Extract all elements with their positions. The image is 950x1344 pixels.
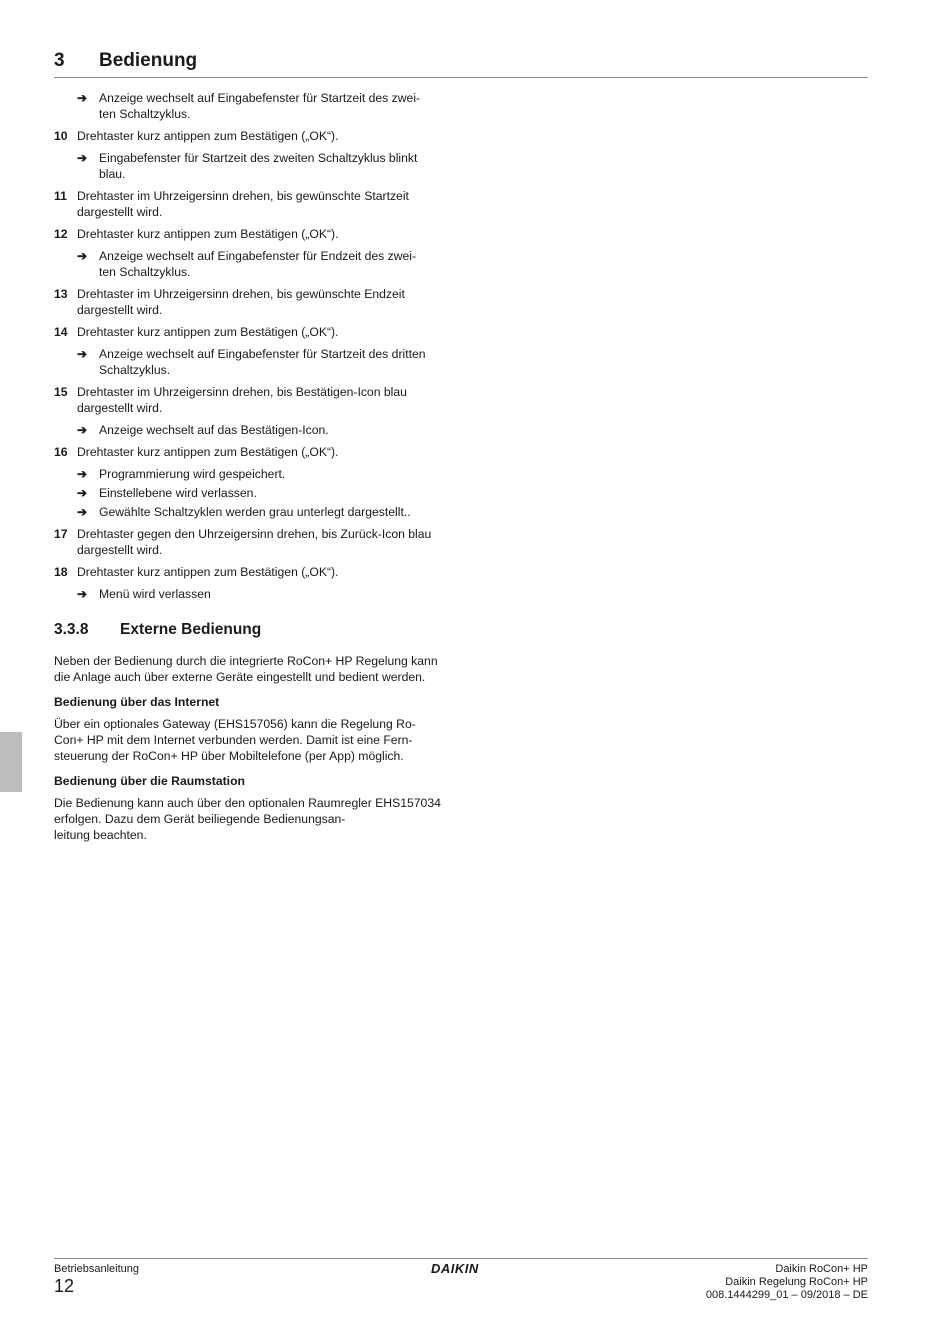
step-number: 16 — [54, 445, 68, 459]
arrow-right-icon: ➔ — [77, 423, 88, 437]
arrow-right-icon: ➔ — [77, 91, 88, 105]
arrow-right-icon: ➔ — [77, 505, 88, 519]
step-result — [54, 346, 444, 378]
step-result-text: Anzeige wechselt auf Eingabefenster für Endzeit des zwei- ten Schaltzyklus. — [99, 249, 417, 279]
step-number: 14 — [54, 325, 68, 339]
arrow-right-icon: ➔ — [77, 467, 88, 481]
subheading-internet: Bedienung über das Internet — [54, 695, 220, 709]
arrow-right-icon: ➔ — [77, 587, 88, 601]
step-result — [54, 422, 444, 438]
instruction-steps — [54, 90, 444, 602]
step-result — [54, 90, 444, 122]
instruction-step — [54, 384, 444, 416]
paragraph-internet: Über ein optionales Gateway (EHS157056) kann die Regelung Ro- Con+ HP mit dem Internet verbunden werden. Damit ist eine Fern- steuerung der RoCon+ HP über Mobiltelefone (per App) möglich. — [54, 717, 416, 763]
chapter-title: Bedienung — [99, 50, 198, 71]
arrow-right-icon: ➔ — [77, 249, 88, 263]
footer-doc-type: Betriebsanleitung — [54, 1263, 140, 1275]
step-number: 12 — [54, 227, 68, 241]
page-header — [54, 50, 868, 78]
instruction-step — [54, 444, 444, 460]
instruction-step — [54, 526, 444, 558]
step-text: Drehtaster im Uhrzeigersinn drehen, bis Bestätigen-Icon blau dargestellt wird. — [77, 385, 407, 415]
step-number: 10 — [54, 129, 68, 143]
instruction-step — [54, 324, 444, 340]
section-heading — [54, 622, 444, 642]
step-text: Drehtaster kurz antippen zum Bestätigen („OK“). — [77, 445, 339, 459]
step-text: Drehtaster kurz antippen zum Bestätigen („OK“). — [77, 227, 339, 241]
page-number: 12 — [54, 1276, 75, 1296]
step-result-text: Anzeige wechselt auf Eingabefenster für Startzeit des zwei- ten Schaltzyklus. — [99, 91, 421, 121]
step-text: Drehtaster im Uhrzeigersinn drehen, bis gewünschte Endzeit dargestellt wird. — [77, 287, 405, 317]
instruction-step — [54, 564, 444, 580]
step-result — [54, 485, 444, 501]
step-result — [54, 248, 444, 280]
step-result-text: Einstellebene wird verlassen. — [99, 486, 257, 500]
step-result-text: Eingabefenster für Startzeit des zweiten Schaltzyklus blinkt blau. — [99, 151, 418, 181]
arrow-right-icon: ➔ — [77, 486, 88, 500]
instruction-step — [54, 188, 444, 220]
arrow-right-icon: ➔ — [77, 151, 88, 165]
paragraph-raumstation: Die Bedienung kann auch über den optionalen Raumregler EHS157034 erfolgen. Dazu dem Gerät beiliegende Bedienungsan- leitung beachten. — [54, 796, 441, 842]
step-result — [54, 150, 444, 182]
step-number: 17 — [54, 527, 68, 541]
footer-product-info — [706, 1263, 868, 1302]
footer-divider — [54, 1258, 868, 1259]
step-result — [54, 466, 444, 482]
step-result-text: Anzeige wechselt auf Eingabefenster für Startzeit des dritten Schaltzyklus. — [99, 347, 426, 377]
footer-doc-number: 008.1444299_01 – 09/2018 – DE — [705, 1289, 868, 1301]
arrow-right-icon: ➔ — [77, 347, 88, 361]
section-title: Externe Bedienung — [120, 621, 262, 638]
instruction-step — [54, 286, 444, 318]
section-number: 3.3.8 — [54, 621, 89, 638]
footer-product-line2: Daikin Regelung RoCon+ HP — [725, 1276, 868, 1288]
step-result — [54, 504, 444, 520]
step-number: 18 — [54, 565, 68, 579]
step-result — [54, 586, 444, 602]
main-content — [54, 90, 444, 852]
step-text: Drehtaster gegen den Uhrzeigersinn drehen, bis Zurück-Icon blau dargestellt wird. — [77, 527, 432, 557]
step-number: 13 — [54, 287, 68, 301]
daikin-logo: DAIKIN — [431, 1261, 479, 1276]
instruction-step — [54, 226, 444, 242]
section-intro: Neben der Bedienung durch die integrierte RoCon+ HP Regelung kann die Anlage auch über externe Geräte eingestellt und bedient werden. — [54, 654, 438, 684]
footer-product-line1: Daikin RoCon+ HP — [775, 1263, 868, 1275]
step-text: Drehtaster kurz antippen zum Bestätigen („OK“). — [77, 129, 339, 143]
step-number: 15 — [54, 385, 68, 399]
step-number: 11 — [54, 189, 67, 203]
step-result-text: Anzeige wechselt auf das Bestätigen-Icon. — [99, 423, 329, 437]
subheading-raumstation: Bedienung über die Raumstation — [54, 774, 245, 788]
chapter-side-tab — [0, 732, 22, 792]
step-result-text: Programmierung wird gespeichert. — [99, 467, 286, 481]
chapter-number: 3 — [54, 50, 65, 71]
step-text: Drehtaster im Uhrzeigersinn drehen, bis gewünschte Startzeit dargestellt wird. — [77, 189, 409, 219]
instruction-step — [54, 128, 444, 144]
step-text: Drehtaster kurz antippen zum Bestätigen („OK“). — [77, 565, 339, 579]
step-text: Drehtaster kurz antippen zum Bestätigen („OK“). — [77, 325, 339, 339]
step-result-text: Gewählte Schaltzyklen werden grau unterlegt dargestellt.. — [99, 505, 411, 519]
step-result-text: Menü wird verlassen — [99, 587, 211, 601]
